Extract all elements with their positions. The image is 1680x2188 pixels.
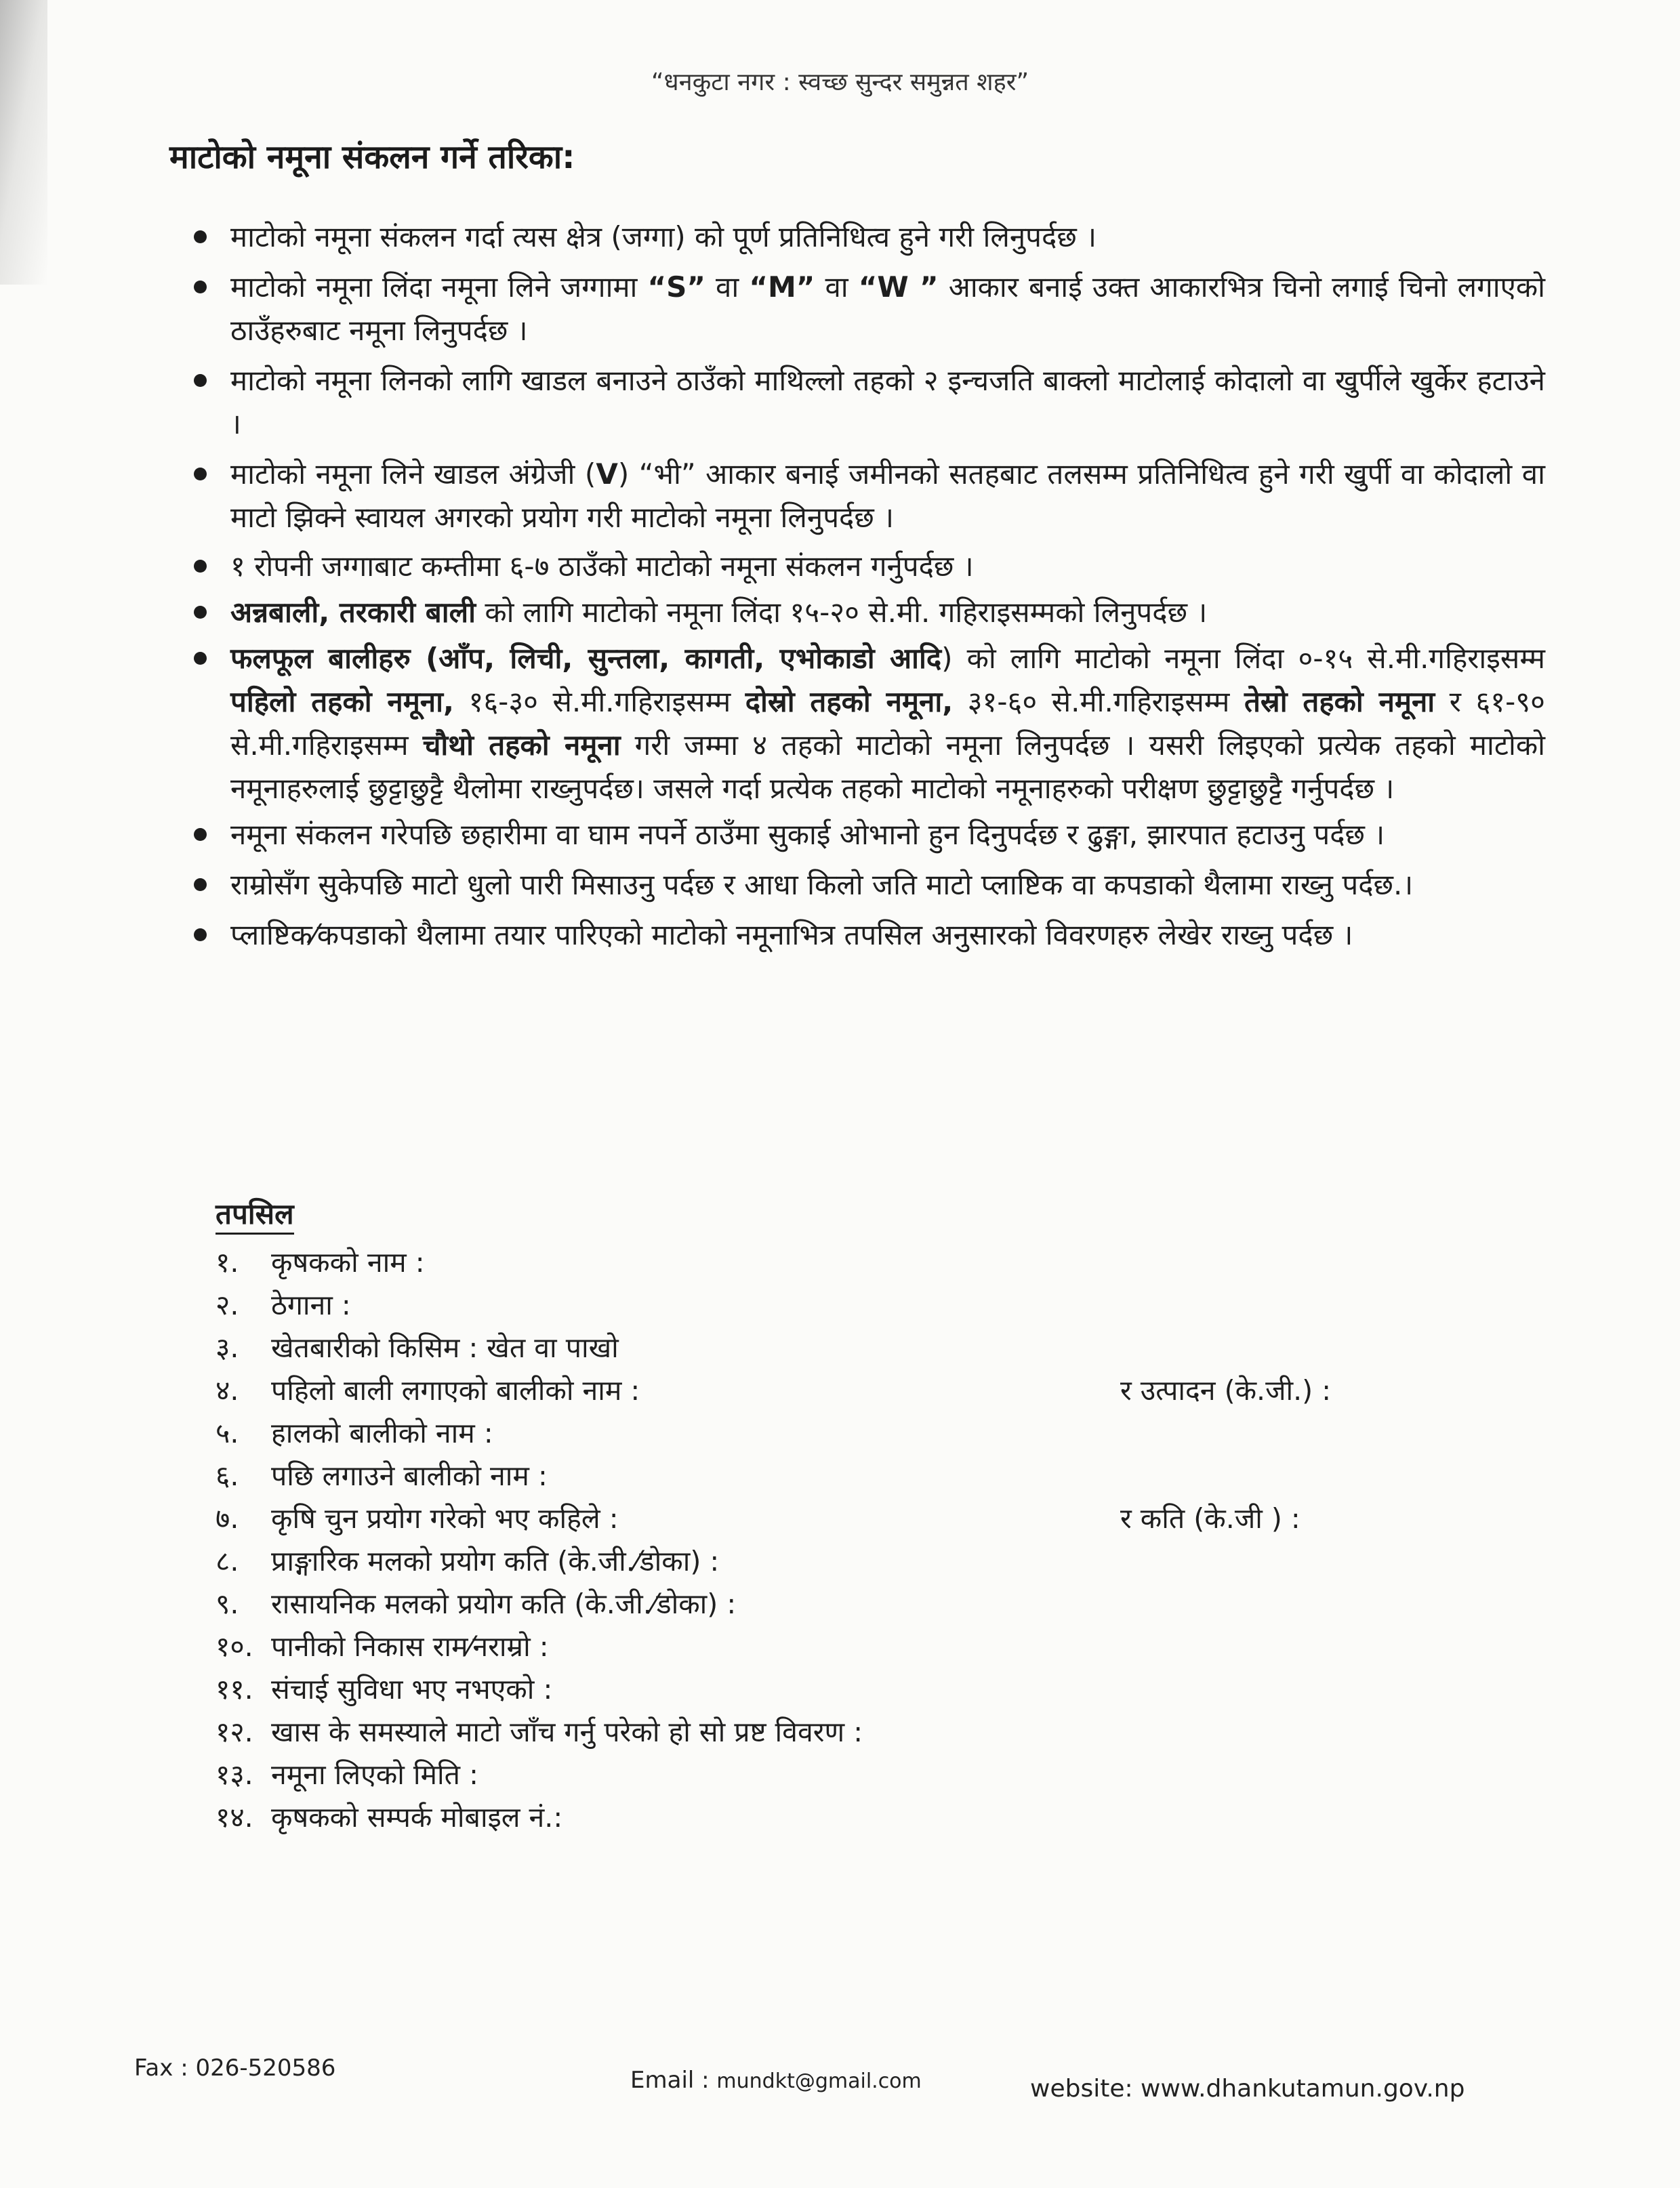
form-row: ५. हालको बालीको नाम : <box>216 1417 493 1449</box>
bullet-icon <box>194 281 207 293</box>
bullet-icon <box>194 878 207 891</box>
form-row: ११. संचाई सुविधा भए नभएको : <box>216 1673 553 1706</box>
instruction-list <box>183 215 1545 957</box>
list-item: अन्नबाली, तरकारी बाली को लागि माटोको नमूना लिंदा १५-२० से.मी. गहिराइसम्मको लिनुपर्दछ । <box>183 591 1545 634</box>
website-url: www.dhankutamun.gov.np <box>1141 2075 1465 2103</box>
form-row: ६. पछि लगाउने बालीको नाम : <box>216 1460 548 1492</box>
bullet-icon <box>194 928 207 941</box>
list-item: प्लाष्टिक⁄कपडाको थैलामा तयार पारिएको माटोको नमूनाभित्र तपसिल अनुसारको विवरणहरु लेखेर राख्नु पर्दछ । <box>183 913 1545 957</box>
form-row: ९. रासायनिक मलको प्रयोग कति (के.जी.⁄डोका) : <box>216 1588 737 1620</box>
form-row: १. कृषकको नाम : <box>216 1246 425 1279</box>
quantity-label: र कति (के.जी ) : <box>1120 1502 1300 1535</box>
list-item: माटोको नमूना लिनको लागि खाडल बनाउने ठाउँको माथिल्लो तहको २ इन्चजति बाक्लो माटोलाई कोदालो वा खुर्पीले खुर्केर हटाउने । <box>183 359 1545 446</box>
form-row: १२. खास के समस्याले माटो जाँच गर्नु परेको हो सो प्रष्ट विवरण : <box>216 1716 863 1748</box>
bullet-icon <box>194 468 207 480</box>
list-item: राम्रोसँग सुकेपछि माटो धुलो पारी मिसाउनु पर्दछ र आधा किलो जति माटो प्लाष्टिक वा कपडाको थैलामा राख्नु पर्दछ.। <box>183 863 1545 907</box>
bullet-icon <box>194 230 207 243</box>
bullet-icon <box>194 560 207 573</box>
list-item: फलफूल बालीहरु (आँप, लिची, सुन्तला, कागती, एभोकाडो आदि) को लागि माटोको नमूना लिंदा ०-१५ से.मी.गहिराइसम्म पहिलो तहको नमूना, १६-३० से.मी.गहिराइसम्म दोस्रो तहको नमूना, ३१-६० से.मी.गहिराइसम्म तेस्रो तहको नमूना र ६१-९० से.मी.गहिराइसम्म चौथो तहको नमूना गरी जम्मा ४ तहको माटोको नमूना लिनुपर्दछ । यसरी लिइएको प्रत्येक तहको माटोको नमूनाहरुलाई छुट्टाछुट्टै थैलोमा राख्नुपर्दछ। जसले गर्दा प्रत्येक तहको माटोको नमूनाहरुको परीक्षण छुट्टाछुट्टै गर्नुपर्दछ । <box>183 637 1545 810</box>
list-item: माटोको नमूना संकलन गर्दा त्यस क्षेत्र (जग्गा) को पूर्ण प्रतिनिधित्व हुने गरी लिनुपर्दछ । <box>183 215 1545 259</box>
bullet-icon <box>194 606 207 619</box>
header-motto: “धनकुटा नगर : स्वच्छ सुन्दर समुन्नत शहर” <box>651 68 1029 96</box>
bullet-icon <box>194 652 207 665</box>
form-row: २. ठेगाना : <box>216 1289 351 1321</box>
scan-edge-shadow <box>0 0 47 285</box>
footer-fax: Fax : 026-520586 <box>134 2055 336 2082</box>
list-item: नमूना संकलन गरेपछि छहारीमा वा घाम नपर्ने ठाउँमा सुकाई ओभानो हुन दिनुपर्दछ र ढुङ्गा, झारपात हटाउनु पर्दछ । <box>183 813 1545 856</box>
form-row: ७. कृषि चुन प्रयोग गरेको भए कहिले : र कति (के.जी ) : <box>216 1498 1503 1540</box>
email-address: mundkt@gmail.com <box>716 2069 922 2093</box>
list-item: माटोको नमूना लिने खाडल अंग्रेजी (V) “भी” आकार बनाई जमीनको सतहबाट तलसम्म प्रतिनिधित्व हुने गरी खुर्पी वा कोदालो वा माटो झिक्ने स्वायल अगरको प्रयोग गरी माटोको नमूना लिनुपर्दछ । <box>183 453 1545 539</box>
details-section <box>216 1196 1503 1839</box>
form-row: ४. पहिलो बाली लगाएको बालीको नाम : र उत्पादन (के.जी.) : <box>216 1369 1503 1412</box>
form-row: १४. कृषकको सम्पर्क मोबाइल नं.: <box>216 1801 563 1834</box>
page-title: माटोको नमूना संकलन गर्ने तरिका: <box>169 138 575 176</box>
yield-label: र उत्पादन (के.जी.) : <box>1120 1374 1332 1407</box>
list-item: १ रोपनी जग्गाबाट कम्तीमा ६-७ ठाउँको माटोको नमूना संकलन गर्नुपर्दछ । <box>183 545 1545 588</box>
footer-website <box>1030 2075 1464 2103</box>
form-row: ३. खेतबारीको किसिम : खेत वा पाखो <box>216 1332 619 1364</box>
list-item: माटोको नमूना लिंदा नमूना लिने जग्गामा “S” वा “M” वा “W ” आकार बनाई उक्त आकारभित्र चिनो लगाई चिनो लगाएको ठाउँहरुबाट नमूना लिनुपर्दछ । <box>183 266 1545 352</box>
details-heading: तपसिल <box>216 1196 294 1235</box>
website-label: website: <box>1030 2075 1141 2103</box>
bullet-icon <box>194 828 207 841</box>
bullet-icon <box>194 374 207 387</box>
email-label: Email : <box>630 2067 717 2094</box>
footer-email <box>630 2067 922 2094</box>
form-row: १०. पानीको निकास राम⁄नराम्रो : <box>216 1630 549 1663</box>
form-row: १३. नमूना लिएको मिति : <box>216 1758 478 1791</box>
form-row: ८. प्राङ्गारिक मलको प्रयोग कति (के.जी.⁄डोका) : <box>216 1545 720 1577</box>
